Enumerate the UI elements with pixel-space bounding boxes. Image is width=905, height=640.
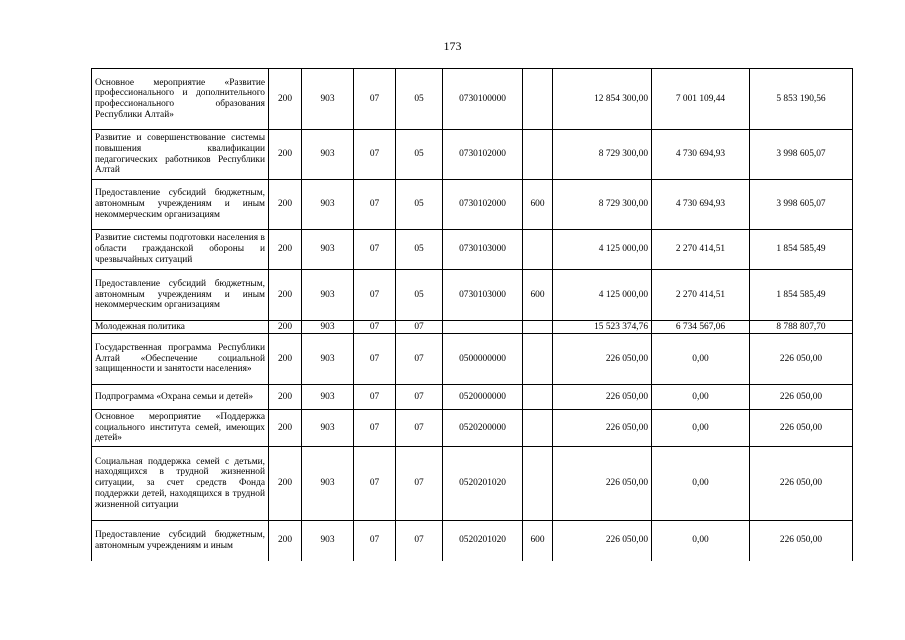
budget-table: [91, 68, 853, 561]
cell-c1: 200: [269, 521, 302, 561]
cell-c6: 600: [523, 521, 553, 561]
cell-c5: 0730102000: [443, 130, 523, 180]
cell-c5: 0520201020: [443, 447, 523, 521]
table-row: [92, 69, 853, 130]
row-name: Развитие системы подготовки населения в области гражданской обороны и чрезвычайных ситуаций: [92, 230, 269, 270]
cell-c6: [523, 385, 553, 410]
table-row: [92, 130, 853, 180]
cell-c2: 903: [302, 180, 354, 230]
cell-c2: 903: [302, 447, 354, 521]
cell-amount-1: 4 125 000,00: [553, 270, 652, 321]
cell-c1: 200: [269, 410, 302, 447]
cell-c4: 07: [396, 334, 443, 385]
cell-c1: 200: [269, 69, 302, 130]
cell-c4: 05: [396, 270, 443, 321]
cell-c5: 0500000000: [443, 334, 523, 385]
cell-amount-2: 2 270 414,51: [652, 270, 750, 321]
cell-c2: 903: [302, 410, 354, 447]
cell-amount-2: 4 730 694,93: [652, 130, 750, 180]
cell-c6: [523, 130, 553, 180]
cell-c2: 903: [302, 521, 354, 561]
cell-c5: 0730103000: [443, 230, 523, 270]
cell-c3: 07: [354, 130, 396, 180]
cell-c1: 200: [269, 230, 302, 270]
cell-c3: 07: [354, 385, 396, 410]
cell-amount-1: 12 854 300,00: [553, 69, 652, 130]
row-name: Предоставление субсидий бюджетным, автономным учреждениям и иным: [92, 521, 269, 561]
row-name: Подпрограмма «Охрана семьи и детей»: [92, 385, 269, 410]
cell-c6: [523, 334, 553, 385]
cell-amount-2: 0,00: [652, 447, 750, 521]
cell-amount-1: 8 729 300,00: [553, 130, 652, 180]
cell-c5: [443, 321, 523, 334]
cell-c3: 07: [354, 270, 396, 321]
cell-amount-1: 226 050,00: [553, 385, 652, 410]
row-name: Предоставление субсидий бюджетным, автономным учреждениям и иным некоммерческим организациям: [92, 270, 269, 321]
row-name: Основное мероприятие «Развитие профессионального и дополнительного профессионального образования Республики Алтай»: [92, 69, 269, 130]
table-row: [92, 180, 853, 230]
cell-amount-3: 226 050,00: [750, 447, 853, 521]
cell-c6: 600: [523, 270, 553, 321]
cell-c4: 07: [396, 321, 443, 334]
cell-c6: [523, 447, 553, 521]
cell-c1: 200: [269, 447, 302, 521]
cell-c4: 07: [396, 410, 443, 447]
cell-c3: 07: [354, 410, 396, 447]
row-name: Государственная программа Республики Алтай «Обеспечение социальной защищенности и занятости населения»: [92, 334, 269, 385]
cell-amount-1: 8 729 300,00: [553, 180, 652, 230]
cell-c3: 07: [354, 69, 396, 130]
cell-c5: 0520000000: [443, 385, 523, 410]
table-row: [92, 321, 853, 334]
cell-c1: 200: [269, 334, 302, 385]
cell-c5: 0730100000: [443, 69, 523, 130]
cell-c6: [523, 410, 553, 447]
row-name: Молодежная политика: [92, 321, 269, 334]
cell-c3: 07: [354, 334, 396, 385]
cell-c5: 0730102000: [443, 180, 523, 230]
cell-amount-3: 5 853 190,56: [750, 69, 853, 130]
cell-amount-2: 0,00: [652, 410, 750, 447]
cell-amount-2: 7 001 109,44: [652, 69, 750, 130]
cell-amount-3: 226 050,00: [750, 410, 853, 447]
row-name: Развитие и совершенствование системы повышения квалификации педагогических работников Республики Алтай: [92, 130, 269, 180]
cell-amount-2: 4 730 694,93: [652, 180, 750, 230]
cell-c1: 200: [269, 130, 302, 180]
page-number: 173: [443, 39, 462, 53]
cell-c6: [523, 69, 553, 130]
cell-amount-1: 226 050,00: [553, 334, 652, 385]
cell-c4: 05: [396, 180, 443, 230]
cell-amount-3: 226 050,00: [750, 521, 853, 561]
cell-c2: 903: [302, 69, 354, 130]
cell-c1: 200: [269, 385, 302, 410]
cell-c3: 07: [354, 321, 396, 334]
cell-amount-1: 226 050,00: [553, 410, 652, 447]
cell-c2: 903: [302, 334, 354, 385]
table-row: [92, 385, 853, 410]
cell-c1: 200: [269, 270, 302, 321]
cell-c3: 07: [354, 447, 396, 521]
cell-amount-3: 3 998 605,07: [750, 180, 853, 230]
row-name: Основное мероприятие «Поддержка социального института семей, имеющих детей»: [92, 410, 269, 447]
cell-c6: 600: [523, 180, 553, 230]
cell-c2: 903: [302, 321, 354, 334]
cell-c6: [523, 321, 553, 334]
cell-c1: 200: [269, 321, 302, 334]
cell-c2: 903: [302, 130, 354, 180]
cell-amount-2: 2 270 414,51: [652, 230, 750, 270]
cell-c4: 05: [396, 230, 443, 270]
cell-amount-1: 226 050,00: [553, 447, 652, 521]
cell-c4: 07: [396, 385, 443, 410]
cell-amount-1: 226 050,00: [553, 521, 652, 561]
cell-amount-3: 3 998 605,07: [750, 130, 853, 180]
table-row: [92, 410, 853, 447]
cell-c6: [523, 230, 553, 270]
cell-c3: 07: [354, 180, 396, 230]
cell-c4: 05: [396, 69, 443, 130]
cell-c2: 903: [302, 230, 354, 270]
cell-amount-3: 226 050,00: [750, 385, 853, 410]
cell-amount-3: 226 050,00: [750, 334, 853, 385]
cell-amount-1: 15 523 374,76: [553, 321, 652, 334]
table-row: [92, 270, 853, 321]
cell-c1: 200: [269, 180, 302, 230]
cell-amount-1: 4 125 000,00: [553, 230, 652, 270]
cell-c2: 903: [302, 270, 354, 321]
cell-c2: 903: [302, 385, 354, 410]
cell-amount-3: 8 788 807,70: [750, 321, 853, 334]
table-row: [92, 521, 853, 561]
cell-amount-2: 6 734 567,06: [652, 321, 750, 334]
cell-c3: 07: [354, 521, 396, 561]
cell-c5: 0520200000: [443, 410, 523, 447]
table-row: [92, 230, 853, 270]
cell-c4: 07: [396, 447, 443, 521]
cell-c5: 0730103000: [443, 270, 523, 321]
table-row: [92, 447, 853, 521]
cell-amount-3: 1 854 585,49: [750, 270, 853, 321]
row-name: Предоставление субсидий бюджетным, автономным учреждениям и иным некоммерческим организациям: [92, 180, 269, 230]
row-name: Социальная поддержка семей с детьми, находящихся в трудной жизненной ситуации, за счет средств Фонда поддержки детей, находящихся в трудной жизненной ситуации: [92, 447, 269, 521]
cell-c4: 07: [396, 521, 443, 561]
cell-c4: 05: [396, 130, 443, 180]
cell-amount-2: 0,00: [652, 385, 750, 410]
cell-c3: 07: [354, 230, 396, 270]
cell-amount-2: 0,00: [652, 334, 750, 385]
table-row: [92, 334, 853, 385]
cell-amount-3: 1 854 585,49: [750, 230, 853, 270]
cell-c5: 0520201020: [443, 521, 523, 561]
cell-amount-2: 0,00: [652, 521, 750, 561]
